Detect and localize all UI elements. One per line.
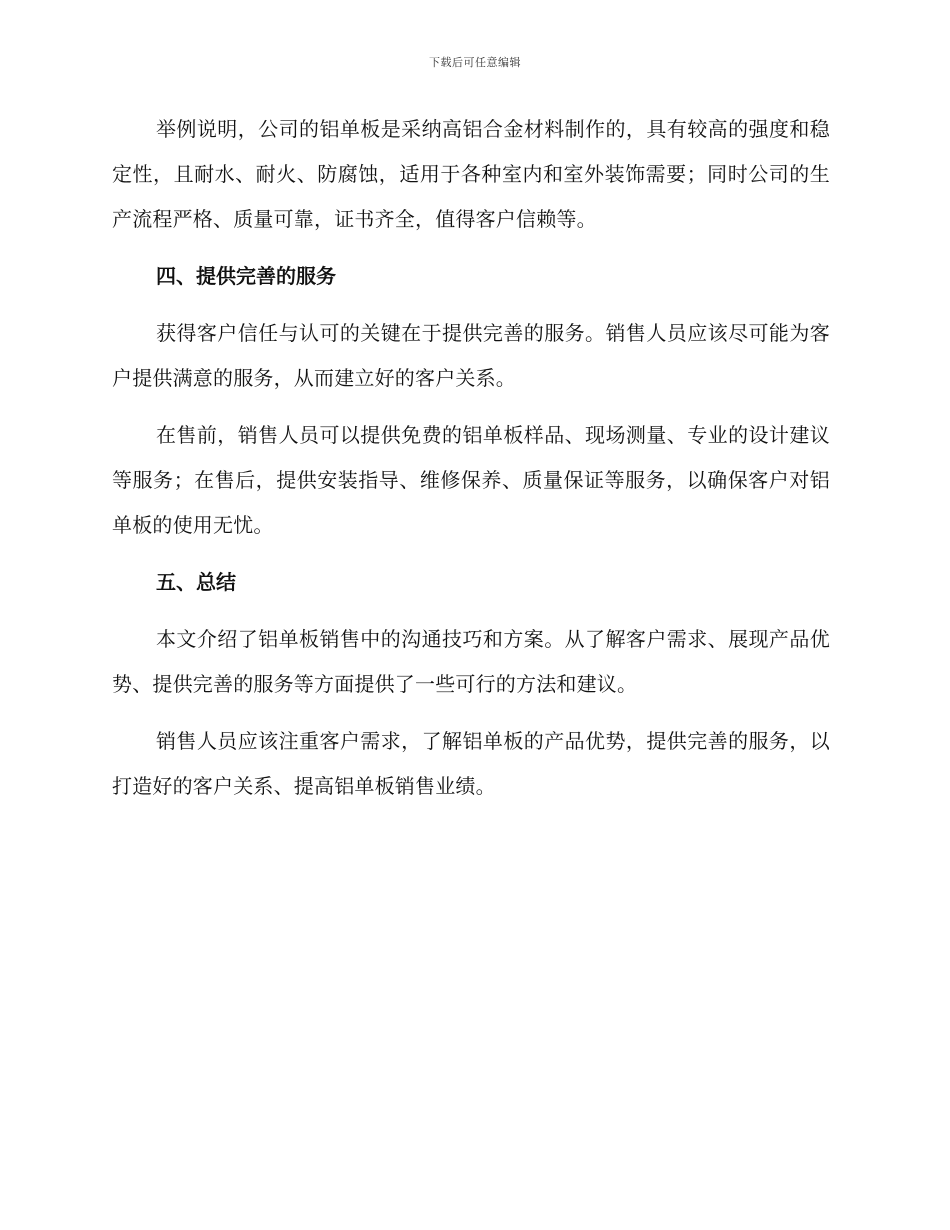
section-heading-service: 四、提供完善的服务 bbox=[156, 264, 336, 288]
section-heading-summary: 五、总结 bbox=[156, 570, 236, 594]
page-header: 下载后可任意编辑 bbox=[429, 56, 521, 69]
paragraph-service-intro: 获得客户信任与认可的关键在于提供完善的服务。销售人员应该尽可能为客户提供满意的服务，从而建立好的客户关系。 bbox=[112, 321, 830, 390]
paragraph-example: 举例说明，公司的铝单板是采纳高铝合金材料制作的，具有较高的强度和稳定性，且耐水、耐火、防腐蚀，适用于各种室内和室外装饰需要；同时公司的生产流程严格、质量可靠，证书齐全，值得客户信赖等。 bbox=[112, 117, 830, 231]
paragraph-service-detail: 在售前，销售人员可以提供免费的铝单板样品、现场测量、专业的设计建议等服务；在售后，提供安装指导、维修保养、质量保证等服务，以确保客户对铝单板的使用无忧。 bbox=[112, 423, 830, 537]
paragraph-summary: 本文介绍了铝单板销售中的沟通技巧和方案。从了解客户需求、展现产品优势、提供完善的服务等方面提供了一些可行的方法和建议。 bbox=[112, 627, 830, 696]
document-body bbox=[112, 107, 830, 821]
paragraph-conclusion: 销售人员应该注重客户需求，了解铝单板的产品优势，提供完善的服务，以打造好的客户关系、提高铝单板销售业绩。 bbox=[112, 729, 830, 798]
